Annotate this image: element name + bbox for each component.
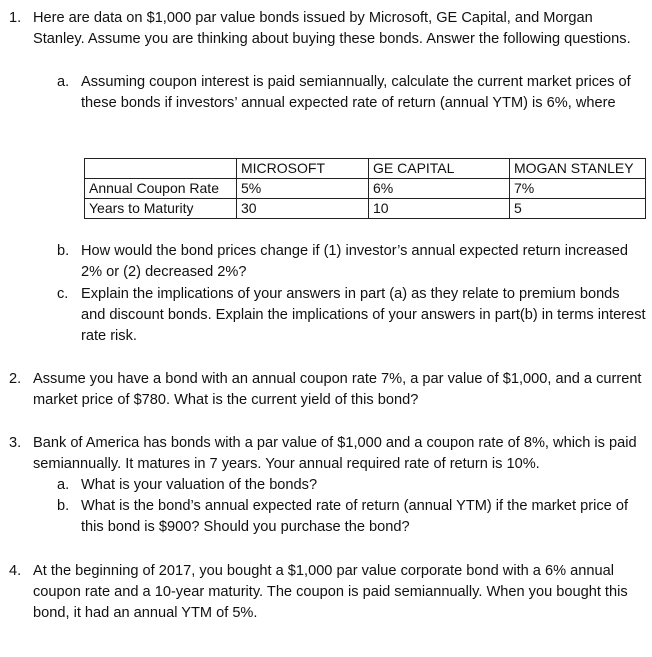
table-cell: 5 — [510, 199, 646, 219]
table-header-cell — [85, 159, 237, 179]
question-2-number: 2. — [9, 371, 22, 387]
question-1c-letter: c. — [57, 286, 69, 302]
question-3-text: Bank of America has bonds with a par value of $1,000 and a coupon rate of 8%, which is paid semiannually. It matures in 7 years. Your annual required rate of return is 10%. — [33, 435, 637, 472]
table-header-cell: MOGAN STANLEY — [510, 159, 646, 179]
table-row — [85, 199, 646, 219]
bond-data-table — [84, 158, 646, 219]
table-cell: 10 — [369, 199, 510, 219]
question-1b-letter: b. — [57, 243, 70, 259]
table-cell: 30 — [237, 199, 369, 219]
question-3-number: 3. — [9, 435, 22, 451]
question-3b-letter: b. — [57, 498, 70, 514]
question-1b-text: How would the bond prices change if (1) investor’s annual expected return increased 2% or (2) decreased 2%? — [81, 243, 629, 280]
question-4-number: 4. — [9, 563, 22, 579]
question-3a-text: What is your valuation of the bonds? — [81, 477, 318, 493]
table-row — [85, 179, 646, 199]
question-3a-letter: a. — [57, 477, 70, 493]
table-cell: 6% — [369, 179, 510, 199]
table-cell: Years to Maturity — [85, 199, 237, 219]
table-cell: Annual Coupon Rate — [85, 179, 237, 199]
table-cell: 5% — [237, 179, 369, 199]
question-1a-text: Assuming coupon interest is paid semiannually, calculate the current market prices of these bonds if investors’ annual expected rate of return (annual YTM) is 6%, where — [81, 74, 631, 111]
table-cell: 7% — [510, 179, 646, 199]
table-header-cell: GE CAPITAL — [369, 159, 510, 179]
question-4-text: At the beginning of 2017, you bought a $1,000 par value corporate bond with a 6% annual coupon rate and a 10-year maturity. The coupon is paid semiannually. When you bought this bond, it had an annual YTM of 5%. — [33, 563, 628, 621]
question-1-text: Here are data on $1,000 par value bonds issued by Microsoft, GE Capital, and Morgan Stanley. Assume you are thinking about buying these bonds. Answer the following questions. — [33, 10, 631, 47]
question-3b-text: What is the bond’s annual expected rate of return (annual YTM) if the market price of this bond is $900? Should you purchase the bond? — [81, 498, 629, 535]
table-header-cell: MICROSOFT — [237, 159, 369, 179]
question-1a-letter: a. — [57, 74, 70, 90]
question-1-number: 1. — [9, 10, 22, 26]
question-1c-text: Explain the implications of your answers in part (a) as they relate to premium bonds and discount bonds. Explain the implications of your answers in part(b) in terms interest rate risk. — [81, 286, 646, 344]
question-2-text: Assume you have a bond with an annual coupon rate 7%, a par value of $1,000, and a current market price of $780. What is the current yield of this bond? — [33, 371, 642, 408]
table-header-row — [85, 159, 646, 179]
